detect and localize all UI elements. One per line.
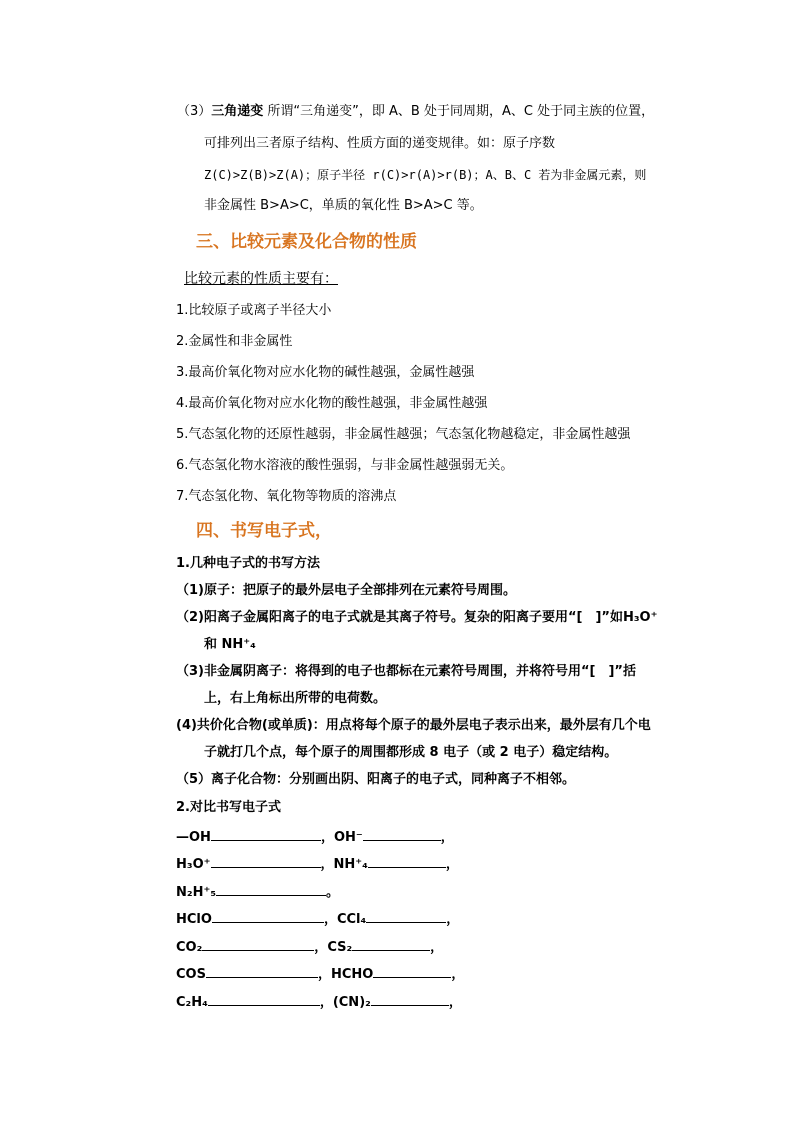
row-end: ， <box>440 830 454 845</box>
exercise-formula-a: —OH <box>176 830 211 845</box>
answer-blank[interactable] <box>371 992 449 1006</box>
separator: ， <box>319 995 333 1010</box>
electron-p4-line1: (4)共价化合物(或单质)：用点将每个原子的最外层电子表示出来，最外层有几个电 <box>176 718 651 733</box>
item3-number: （3） <box>177 104 212 119</box>
answer-blank[interactable] <box>363 827 441 841</box>
separator: ， <box>320 830 334 845</box>
answer-blank[interactable] <box>202 937 314 951</box>
exercise-row <box>176 854 459 874</box>
item3-line4: 非金属性 B>A>C，单质的氧化性 B>A>C 等。 <box>204 198 483 213</box>
compare-item: 3.最高价氧化物对应水化物的碱性越强，金属性越强 <box>176 365 475 380</box>
row-end: ， <box>445 857 459 872</box>
answer-blank[interactable] <box>373 964 451 978</box>
compare-item: 7.气态氢化物、氧化物等物质的溶沸点 <box>176 489 397 504</box>
answer-blank[interactable] <box>208 992 320 1006</box>
answer-blank[interactable] <box>368 854 446 868</box>
compare-item: 1.比较原子或离子半径大小 <box>176 303 332 318</box>
exercise-row <box>176 992 462 1012</box>
electron-p3-line2: 上，右上角标出所带的电荷数。 <box>204 691 387 706</box>
answer-blank[interactable] <box>366 909 446 923</box>
section-heading-4: 四、书写电子式， <box>196 521 332 541</box>
exercise-formula-a: HClO <box>176 912 212 927</box>
electron-p1: （1)原子：把原子的最外层电子全部排列在元素符号周围。 <box>176 583 516 598</box>
electron-p4-line2: 子就打几个点，每个原子的周围都形成 8 电子（或 2 电子）稳定结构。 <box>204 745 618 760</box>
answer-blank[interactable] <box>212 909 324 923</box>
compare-item: 5.气态氢化物的还原性越弱，非金属性越强；气态氢化物越稳定，非金属性越强 <box>176 427 631 442</box>
row-end: ， <box>446 912 460 927</box>
exercise-formula-b: HCHO <box>330 967 374 982</box>
answer-blank[interactable] <box>211 827 321 841</box>
exercise-formula-b: NH⁺₄ <box>333 857 368 872</box>
item3-line3: Z(C)>Z(B)>Z(A)；原子半径 r(C)>r(A)>r(B)；A、B、C 若为非金属元素，则 <box>204 168 647 182</box>
separator: ， <box>314 940 328 955</box>
exercise-formula-b: OH⁻ <box>333 830 363 845</box>
exercise-formula-a: COS <box>176 967 206 982</box>
row-end: ， <box>430 940 444 955</box>
answer-blank[interactable] <box>352 937 430 951</box>
exercise-formula-b: CCl₄ <box>336 912 367 927</box>
electron-p5: （5）离子化合物：分别画出阴、阳离子的电子式，同种离子不相邻。 <box>176 772 576 787</box>
exercise-formula-a: C₂H₄ <box>176 995 208 1010</box>
item3-line2: 可排列出三者原子结构、性质方面的递变规律。如：原子序数 <box>204 136 556 151</box>
electron-subheading-2: 2.对比书写电子式 <box>176 800 281 815</box>
compare-item: 6.气态氢化物水溶液的酸性强弱，与非金属性越强弱无关。 <box>176 458 514 473</box>
exercise-formula-b: CS₂ <box>327 940 353 955</box>
exercise-formula-a: H₃O⁺ <box>176 857 211 872</box>
row-end: ， <box>448 995 462 1010</box>
exercise-row <box>176 827 454 847</box>
exercise-row <box>176 937 443 957</box>
electron-p2-line1: （2)阳离子金属阳离子的电子式就是其离子符号。复杂的阳离子要用“[ ]”如H₃O⁺ <box>176 610 658 625</box>
exercise-formula-b: (CN)₂ <box>332 995 371 1010</box>
electron-subheading-1: 1.几种电子式的书写方法 <box>176 556 320 571</box>
electron-p2-line2: 和 NH⁺₄ <box>204 637 256 652</box>
item3-text: 所谓“三角递变”，即 A、B 处于同周期，A、C 处于同主族的位置， <box>263 104 655 119</box>
compare-intro: 比较元素的性质主要有： <box>184 271 338 287</box>
row-end: 。 <box>326 885 340 900</box>
exercise-row <box>176 964 464 984</box>
exercise-row <box>176 882 339 902</box>
answer-blank[interactable] <box>206 964 318 978</box>
compare-item: 2.金属性和非金属性 <box>176 334 293 349</box>
compare-item: 4.最高价氧化物对应水化物的酸性越强，非金属性越强 <box>176 396 488 411</box>
exercise-row <box>176 909 459 929</box>
answer-blank[interactable] <box>216 882 326 896</box>
exercise-formula-a: N₂H⁺₅ <box>176 885 217 900</box>
item3-line1 <box>177 103 654 121</box>
row-end: ， <box>451 967 465 982</box>
section-heading-3: 三、比较元素及化合物的性质 <box>196 232 417 252</box>
separator: ， <box>317 967 331 982</box>
electron-p3-line1: （3)非金属阴离子：将得到的电子也都标在元素符号周围，并将符号用“[ ]”括 <box>176 664 636 679</box>
item3-title: 三角递变 <box>211 104 264 119</box>
separator: ， <box>320 857 334 872</box>
exercise-formula-a: CO₂ <box>176 940 203 955</box>
answer-blank[interactable] <box>211 854 321 868</box>
separator: ， <box>323 912 337 927</box>
